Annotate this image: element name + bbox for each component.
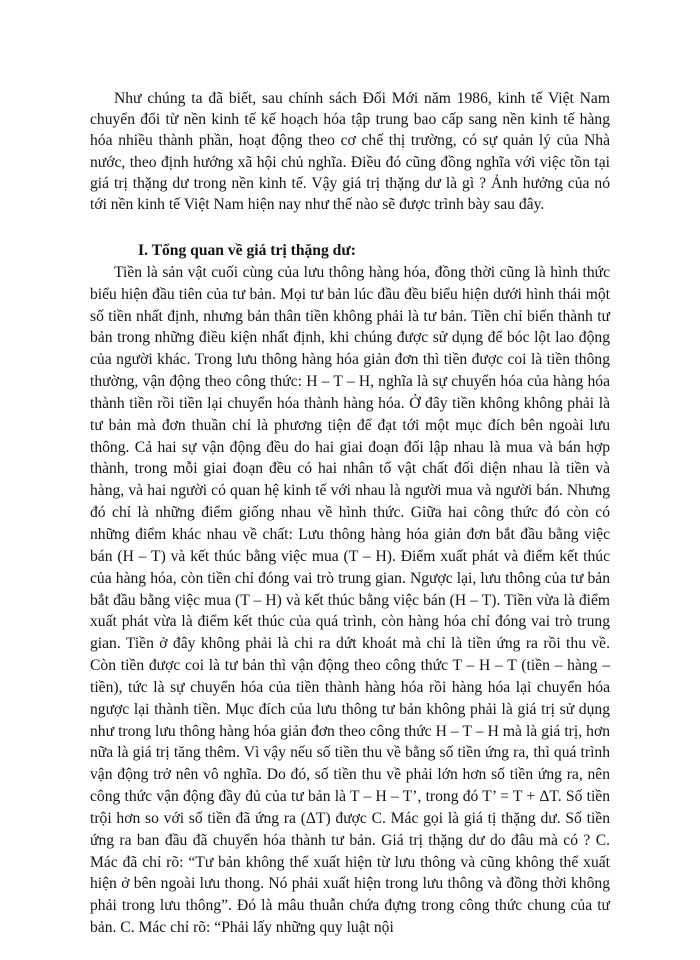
intro-paragraph: Như chúng ta đã biết, sau chính sách Đổi Mới năm 1986, kinh tế Việt Nam chuyển đổi từ nền kinh tế kế hoạch hóa tập trung bao cấp sang nền kinh tế hàng hóa nhiều thành phần, hoạt động theo cơ chế thị trường, có sự quản lý của Nhà nước, theo định hướng xã hội chủ nghĩa. Điều đó cũng đồng nghĩa với việc tồn tại giá trị thặng dư trong nền kinh tế. Vậy giá trị thặng dư là gì ? Ảnh hưởng của nó tới nền kinh tế Việt Nam hiện nay như thế nào sẽ được trình bày sau đây. [90, 90, 610, 214]
intro-section [90, 88, 610, 215]
section-heading: I. Tổng quan về giá trị thặng dư: [138, 242, 356, 259]
section-one [90, 240, 610, 939]
body-paragraph: Tiền là sản vật cuối cùng của lưu thông hàng hóa, đồng thời cũng là hình thức biểu hiện đầu tiên của tư bản. Mọi tư bản lúc đầu đều biểu hiện dưới hình thái một số tiền nhất định, nhưng bản thân tiền không phải là tư bản. Tiền chỉ biến thành tư bản trong những điều kiện nhất định, khi chúng được sử dụng để bóc lột lao động của người khác. Trong lưu thông hàng hóa giản đơn thì tiền được coi là tiền thông thường, vận động theo công thức: H – T – H, nghĩa là sự chuyển hóa của hàng hóa thành tiền rồi tiền lại chuyển hóa thành hàng hóa. Ở đây tiền không không phải là tư bản mà đơn thuần chỉ là phương tiện để đạt tới một mục đích bên ngoài lưu thông. Cả hai sự vận động đều do hai giai đoạn đối lập nhau là mua và bán hợp thành, trong mỗi giai đoạn đều có hai nhân tố vật chất đối diện nhau là tiền và hàng, và hai người có quan hệ kinh tế với nhau là người mua và người bán. Nhưng đó chỉ là những điểm giống nhau về hình thức. Giữa hai công thức đó còn có những điểm khác nhau về chất: Lưu thông hàng hóa giản đơn bắt đầu bằng việc bán (H – T) và kết thúc bằng việc mua (T – H). Điểm xuất phát và điểm kết thúc của hàng hóa, còn tiền chỉ đóng vai trò trung gian. Ngược lại, lưu thông của tư bản bắt đầu bằng việc mua (T – H) và kết thúc bằng việc bán (H – T). Tiền vừa là điểm xuất phát vừa là điểm kết thúc của quá trình, còn hàng hóa chỉ đóng vai trò trung gian. Tiền ở đây không phải là chi ra dứt khoát mà chỉ là tiền ứng ra rồi thu về. Còn tiền được coi là tư bản thì vận động theo công thức T – H – T (tiền – hàng – tiền), tức là sự chuyển hóa của tiền thành hàng hóa rồi hàng hóa lại chuyển hóa ngược lại thành tiền. Mục đích của lưu thông tư bản không phải là giá trị sử dụng như trong lưu thông hàng hóa giản đơn theo công thức H – T – H mà là giá trị, hơn nữa là giá trị tăng thêm. Vì vậy nếu số tiền thu về bằng số tiền ứng ra, thì quá trình vận động trở nên vô nghĩa. Do đó, số tiền thu về phải lớn hơn số tiền ứng ra, nên công thức vận động đầy đủ của tư bản là T – H – T’, trong đó T’ = T + ΔT. Số tiền trội hơn so với số tiền đã ứng ra (ΔT) được C. Mác gọi là giá tị thặng dư. Số tiền ứng ra ban đầu đã chuyển hóa thành tư bản. Giá trị thặng dư do đâu mà có ? C. Mác đã chỉ rõ: “Tư bản không thể xuất hiện từ lưu thông và cũng không thể xuất hiện ở bên ngoài lưu thong. Nó phải xuất hiện trong lưu thông và đồng thời không phải trong lưu thông”. Đó là mâu thuẫn chứa đựng trong công thức chung của tư bản. C. Mác chỉ rõ: “Phải lấy những quy luật nội [90, 263, 610, 937]
